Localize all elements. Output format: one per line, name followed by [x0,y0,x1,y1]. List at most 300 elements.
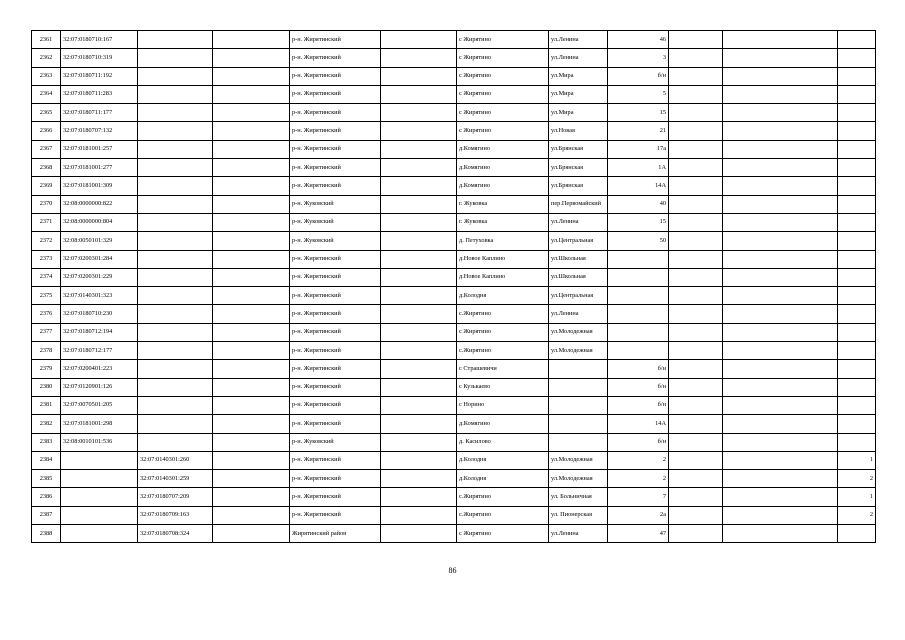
row-number-cell: 2373 [32,250,61,268]
empty-cell [381,396,457,414]
table-row [32,360,876,378]
cadastral-number-alt-cell: 32:07:0180709:163 [138,506,213,524]
locality-cell: г. Жуковка [457,195,549,213]
empty-cell [723,378,838,396]
empty-cell [669,250,723,268]
empty-cell [213,85,290,103]
row-number-cell: 2382 [32,415,61,433]
locality-cell: д.Новое Каплино [457,268,549,286]
empty-cell [669,104,723,122]
district-cell: р-н. Жирятинский [290,378,381,396]
empty-cell [213,396,290,414]
empty-cell [723,415,838,433]
house-number-cell: 17а [608,140,669,158]
locality-cell: с Жирятино [457,85,549,103]
cadastral-number-cell: 32:07:0180710:230 [61,305,138,323]
cadastral-number-alt-cell [138,433,213,451]
street-cell: ул.Мира [549,85,608,103]
empty-cell [213,104,290,122]
cadastral-number-cell: 32:07:0180712:194 [61,323,138,341]
apartment-cell [838,250,876,268]
street-cell: ул.Брянская [549,177,608,195]
table-row [32,451,876,469]
empty-cell [381,506,457,524]
empty-cell [669,433,723,451]
row-number-cell: 2374 [32,268,61,286]
district-cell: р-н. Жирятинский [290,451,381,469]
cadastral-number-alt-cell [138,305,213,323]
street-cell: пер.Первомайский [549,195,608,213]
empty-cell [723,140,838,158]
empty-cell [213,488,290,506]
row-number-cell: 2369 [32,177,61,195]
street-cell: ул.Молодежная [549,342,608,360]
locality-cell: с Жирятино [457,323,549,341]
table-row [32,140,876,158]
empty-cell [723,396,838,414]
locality-cell: с Жирятино [457,122,549,140]
empty-cell [213,323,290,341]
cadastral-number-cell: 32:07:0181001:257 [61,140,138,158]
empty-cell [723,342,838,360]
locality-cell: с Кузькаево [457,378,549,396]
empty-cell [381,305,457,323]
district-cell: р-н. Жирятинский [290,140,381,158]
empty-cell [381,525,457,543]
street-cell: ул.Центральная [549,287,608,305]
empty-cell [381,140,457,158]
empty-cell [213,342,290,360]
district-cell: р-н. Жирятинский [290,488,381,506]
locality-cell: с Норино [457,396,549,414]
empty-cell [669,488,723,506]
empty-cell [669,177,723,195]
apartment-cell: 2 [838,506,876,524]
row-number-cell: 2388 [32,525,61,543]
empty-cell [723,506,838,524]
apartment-cell [838,195,876,213]
house-number-cell [608,268,669,286]
apartment-cell [838,85,876,103]
district-cell: р-н. Жирятинский [290,342,381,360]
empty-cell [723,31,838,49]
row-number-cell: 2376 [32,305,61,323]
row-number-cell: 2377 [32,323,61,341]
row-number-cell: 2368 [32,159,61,177]
empty-cell [381,122,457,140]
table-row [32,488,876,506]
cadastral-number-cell [61,488,138,506]
apartment-cell [838,122,876,140]
locality-cell: д.Колодня [457,451,549,469]
house-number-cell [608,342,669,360]
table-row [32,195,876,213]
table-row [32,342,876,360]
locality-cell: д.Комягино [457,415,549,433]
empty-cell [381,451,457,469]
locality-cell: д.Новое Каплино [457,250,549,268]
empty-cell [669,396,723,414]
table-row [32,378,876,396]
empty-cell [723,213,838,231]
street-cell: ул. Больничная [549,488,608,506]
empty-cell [213,250,290,268]
locality-cell: с.Жирятино [457,342,549,360]
empty-cell [723,122,838,140]
apartment-cell [838,67,876,85]
district-cell: р-н. Жирятинский [290,360,381,378]
district-cell: р-н. Жирятинский [290,250,381,268]
cadastral-number-alt-cell [138,360,213,378]
table-row [32,49,876,67]
cadastral-number-alt-cell [138,250,213,268]
district-cell: р-н. Жирятинский [290,323,381,341]
empty-cell [669,323,723,341]
locality-cell: д.Комягино [457,159,549,177]
empty-cell [723,250,838,268]
table-row [32,67,876,85]
district-cell: р-н. Жирятинский [290,85,381,103]
cadastral-number-alt-cell: 32:07:0140301:260 [138,451,213,469]
empty-cell [723,268,838,286]
house-number-cell: б/н [608,67,669,85]
apartment-cell [838,159,876,177]
apartment-cell [838,287,876,305]
locality-cell: с Жирятино [457,49,549,67]
empty-cell [381,470,457,488]
empty-cell [213,232,290,250]
row-number-cell: 2366 [32,122,61,140]
cadastral-number-cell: 32:07:0180711:192 [61,67,138,85]
district-cell: р-н. Жирятинский [290,268,381,286]
district-cell: р-н. Жирятинский [290,104,381,122]
empty-cell [669,67,723,85]
row-number-cell: 2380 [32,378,61,396]
empty-cell [381,104,457,122]
empty-cell [381,159,457,177]
house-number-cell: 14А [608,415,669,433]
table-row [32,85,876,103]
empty-cell [213,433,290,451]
empty-cell [381,268,457,286]
empty-cell [723,451,838,469]
empty-cell [213,378,290,396]
empty-cell [669,122,723,140]
cadastral-number-alt-cell [138,415,213,433]
house-number-cell: 47 [608,525,669,543]
district-cell: р-н. Жирятинский [290,506,381,524]
table-row [32,159,876,177]
cadastral-number-cell: 32:07:0180710:319 [61,49,138,67]
empty-cell [723,85,838,103]
house-number-cell: 50 [608,232,669,250]
street-cell [549,360,608,378]
empty-cell [669,470,723,488]
row-number-cell: 2372 [32,232,61,250]
empty-cell [723,488,838,506]
empty-cell [723,232,838,250]
district-cell: р-н. Жирятинский [290,67,381,85]
locality-cell: д. Петуховка [457,232,549,250]
street-cell [549,433,608,451]
row-number-cell: 2365 [32,104,61,122]
district-cell: р-н. Жирятинский [290,287,381,305]
empty-cell [381,323,457,341]
empty-cell [213,177,290,195]
cadastral-number-alt-cell: 32:07:0140301:259 [138,470,213,488]
street-cell: ул.Ленина [549,49,608,67]
cadastral-number-cell: 32:08:0000000:822 [61,195,138,213]
empty-cell [213,451,290,469]
empty-cell [213,49,290,67]
cadastral-number-cell: 32:07:0180710:167 [61,31,138,49]
row-number-cell: 2364 [32,85,61,103]
empty-cell [381,67,457,85]
cadastral-number-cell: 32:07:0200401:223 [61,360,138,378]
empty-cell [723,67,838,85]
empty-cell [213,140,290,158]
cadastral-number-alt-cell [138,378,213,396]
page-number: 86 [448,566,457,575]
street-cell: ул. Пионерская [549,506,608,524]
row-number-cell: 2375 [32,287,61,305]
empty-cell [381,287,457,305]
cadastral-number-cell [61,525,138,543]
empty-cell [381,488,457,506]
table-row [32,232,876,250]
locality-cell: с.Жирятино [457,488,549,506]
table-row [32,268,876,286]
table-row [32,250,876,268]
house-number-cell: 15 [608,213,669,231]
table-row [32,305,876,323]
house-number-cell: 21 [608,122,669,140]
street-cell: ул.Брянская [549,140,608,158]
cadastral-number-cell: 32:07:0070501:205 [61,396,138,414]
house-number-cell [608,305,669,323]
table-row [32,433,876,451]
empty-cell [213,268,290,286]
locality-cell: д.Комягино [457,177,549,195]
cadastral-number-alt-cell [138,396,213,414]
empty-cell [213,213,290,231]
street-cell [549,378,608,396]
apartment-cell: 1 [838,488,876,506]
empty-cell [669,287,723,305]
street-cell: ул.Молодежная [549,323,608,341]
apartment-cell: 1 [838,451,876,469]
row-number-cell: 2361 [32,31,61,49]
cadastral-number-alt-cell [138,67,213,85]
apartment-cell [838,268,876,286]
empty-cell [669,415,723,433]
empty-cell [723,104,838,122]
apartment-cell [838,360,876,378]
empty-cell [381,360,457,378]
cadastral-number-cell [61,451,138,469]
table-row [32,213,876,231]
empty-cell [723,470,838,488]
house-number-cell: б/н [608,378,669,396]
locality-cell: д. Касилово [457,433,549,451]
empty-cell [381,378,457,396]
house-number-cell: 14А [608,177,669,195]
district-cell: р-н. Жуковский [290,195,381,213]
cadastral-number-alt-cell [138,122,213,140]
table-row [32,287,876,305]
locality-cell: д.Комягино [457,140,549,158]
apartment-cell [838,177,876,195]
house-number-cell: б/н [608,396,669,414]
apartment-cell [838,305,876,323]
apartment-cell [838,342,876,360]
district-cell: р-н. Жуковский [290,433,381,451]
house-number-cell: 2 [608,451,669,469]
table-row [32,323,876,341]
house-number-cell: 15 [608,104,669,122]
street-cell: ул.Мира [549,104,608,122]
empty-cell [381,195,457,213]
empty-cell [723,159,838,177]
locality-cell: с.Жирятино [457,305,549,323]
empty-cell [213,525,290,543]
table-row [32,396,876,414]
apartment-cell [838,49,876,67]
empty-cell [723,177,838,195]
cadastral-number-alt-cell [138,342,213,360]
row-number-cell: 2384 [32,451,61,469]
cadastral-number-alt-cell [138,287,213,305]
street-cell: ул.Новая [549,122,608,140]
cadastral-number-alt-cell [138,159,213,177]
cadastral-number-cell: 32:07:0181001:277 [61,159,138,177]
street-cell: ул.Брянская [549,159,608,177]
row-number-cell: 2367 [32,140,61,158]
street-cell [549,415,608,433]
empty-cell [669,31,723,49]
apartment-cell [838,213,876,231]
empty-cell [669,49,723,67]
street-cell: ул.Мира [549,67,608,85]
empty-cell [669,140,723,158]
street-cell: ул.Центральная [549,232,608,250]
locality-cell: с.Жирятино [457,506,549,524]
cadastral-number-alt-cell [138,31,213,49]
cadastral-number-cell: 32:07:0180711:283 [61,85,138,103]
district-cell: р-н. Жирятинский [290,31,381,49]
cadastral-number-cell: 32:08:0010101:536 [61,433,138,451]
locality-cell: с Жирятино [457,104,549,122]
empty-cell [213,470,290,488]
empty-cell [669,525,723,543]
empty-cell [213,122,290,140]
empty-cell [723,360,838,378]
district-cell: р-н. Жирятинский [290,122,381,140]
empty-cell [381,49,457,67]
cadastral-number-cell: 32:07:0181001:298 [61,415,138,433]
table-row [32,122,876,140]
cadastral-number-cell: 32:07:0140301:323 [61,287,138,305]
empty-cell [381,85,457,103]
street-cell: ул.Ленина [549,305,608,323]
table-row [32,470,876,488]
empty-cell [669,268,723,286]
district-cell: р-н. Жирятинский [290,305,381,323]
empty-cell [213,360,290,378]
empty-cell [723,49,838,67]
locality-cell: с Страшевичи [457,360,549,378]
house-number-cell [608,250,669,268]
house-number-cell: б/н [608,360,669,378]
empty-cell [213,415,290,433]
empty-cell [669,159,723,177]
empty-cell [669,195,723,213]
empty-cell [213,195,290,213]
house-number-cell: 2а [608,506,669,524]
row-number-cell: 2383 [32,433,61,451]
empty-cell [723,323,838,341]
house-number-cell: 3 [608,49,669,67]
row-number-cell: 2385 [32,470,61,488]
apartment-cell [838,31,876,49]
table-body [32,31,876,543]
row-number-cell: 2378 [32,342,61,360]
cadastral-number-alt-cell: 32:07:0180708:324 [138,525,213,543]
locality-cell: с Жирятино [457,31,549,49]
cadastral-number-cell: 32:07:0180711:177 [61,104,138,122]
street-cell: ул.Ленина [549,213,608,231]
empty-cell [723,433,838,451]
district-cell: р-н. Жуковский [290,232,381,250]
empty-cell [381,433,457,451]
cadastral-number-alt-cell [138,232,213,250]
street-cell [549,396,608,414]
empty-cell [669,451,723,469]
house-number-cell [608,323,669,341]
locality-cell: д.Колодня [457,470,549,488]
house-number-cell: 5 [608,85,669,103]
apartment-cell [838,396,876,414]
apartment-cell [838,415,876,433]
table-row [32,104,876,122]
empty-cell [669,232,723,250]
house-number-cell: б/н [608,433,669,451]
cadastral-number-cell: 32:08:0050101:329 [61,232,138,250]
cadastral-number-alt-cell [138,140,213,158]
apartment-cell [838,104,876,122]
cadastral-number-cell: 32:07:0120901:126 [61,378,138,396]
empty-cell [213,67,290,85]
empty-cell [669,506,723,524]
empty-cell [669,378,723,396]
street-cell: ул.Молодежная [549,451,608,469]
house-number-cell: 1А [608,159,669,177]
empty-cell [381,342,457,360]
empty-cell [213,287,290,305]
district-cell: р-н. Жирятинский [290,159,381,177]
locality-cell: с Жирятино [457,67,549,85]
district-cell: р-н. Жирятинский [290,177,381,195]
district-cell: р-н. Жирятинский [290,415,381,433]
locality-cell: г. Жуковка [457,213,549,231]
cadastral-number-cell [61,470,138,488]
apartment-cell [838,433,876,451]
district-cell: р-н. Жирятинский [290,49,381,67]
apartment-cell [838,378,876,396]
row-number-cell: 2381 [32,396,61,414]
apartment-cell [838,323,876,341]
cadastral-number-alt-cell [138,323,213,341]
